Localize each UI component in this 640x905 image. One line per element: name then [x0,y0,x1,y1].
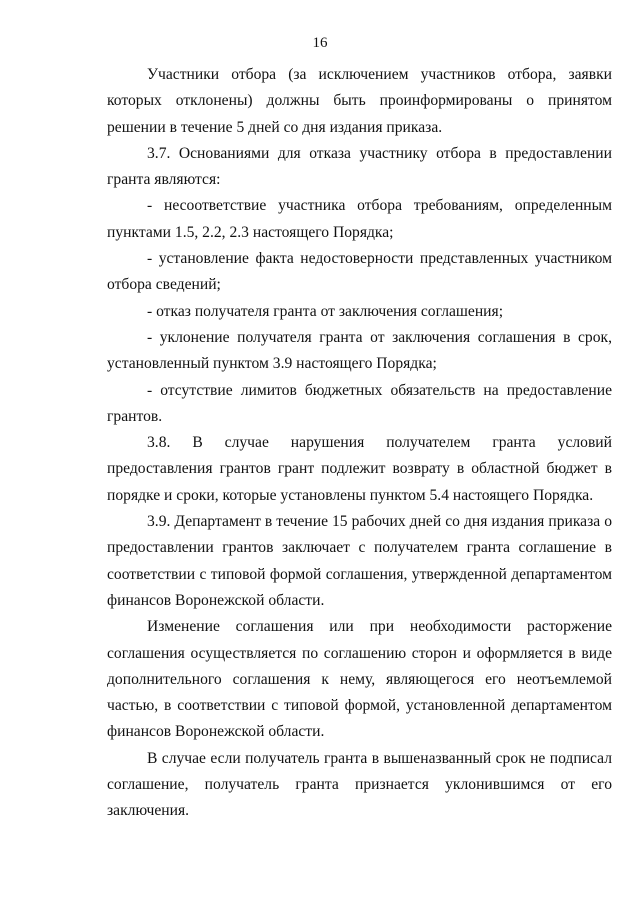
list-item: - установление факта недостоверности представленных участником отбора сведений; [107,250,612,294]
paragraph: 3.8. В случае нарушения получателем гранта условий предоставления грантов грант подлежит возврату в областной бюджет в порядке и сроки, которые установлены пунктом 5.4 настоящего Порядка. [107,434,612,504]
list-item: - отсутствие лимитов бюджетных обязательств на предоставление грантов. [107,381,612,425]
page-number: 16 [312,35,328,51]
paragraph: Участники отбора (за исключением участников отбора, заявки которых отклонены) должны быть проинформированы о принятом решении в течение 5 дней со дня издания приказа. [107,66,612,136]
list-item: - отказ получателя гранта от заключения соглашения; [147,302,504,320]
document-body [107,62,612,825]
paragraph: В случае если получатель гранта в вышеназванный срок не подписал соглашение, получатель гранта признается уклонившимся от его заключения. [107,749,612,820]
paragraph: 3.9. Департамент в течение 15 рабочих дней со дня издания приказа о предоставлении грантов заключает с получателем гранта соглашение в соответствии с типовой формой соглашения, утвержденной департаментом финансов Воронежской области. [107,513,612,609]
paragraph: 3.7. Основаниями для отказа участнику отбора в предоставлении гранта являются: [107,144,612,189]
list-item: - уклонение получателя гранта от заключения соглашения в срок, установленный пунктом 3.9 настоящего Порядка; [107,328,612,373]
list-item: - несоответствие участника отбора требованиям, определенным пунктами 1.5, 2.2, 2.3 настоящего Порядка; [107,197,612,241]
paragraph: Изменение соглашения или при необходимости расторжение соглашения осуществляется по соглашению сторон и оформляется в виде дополнительного соглашения к нему, являющегося его неотъемлемой частью, в соответствии с типовой формой, установленной департаментом финансов Воронежской области. [107,618,612,741]
